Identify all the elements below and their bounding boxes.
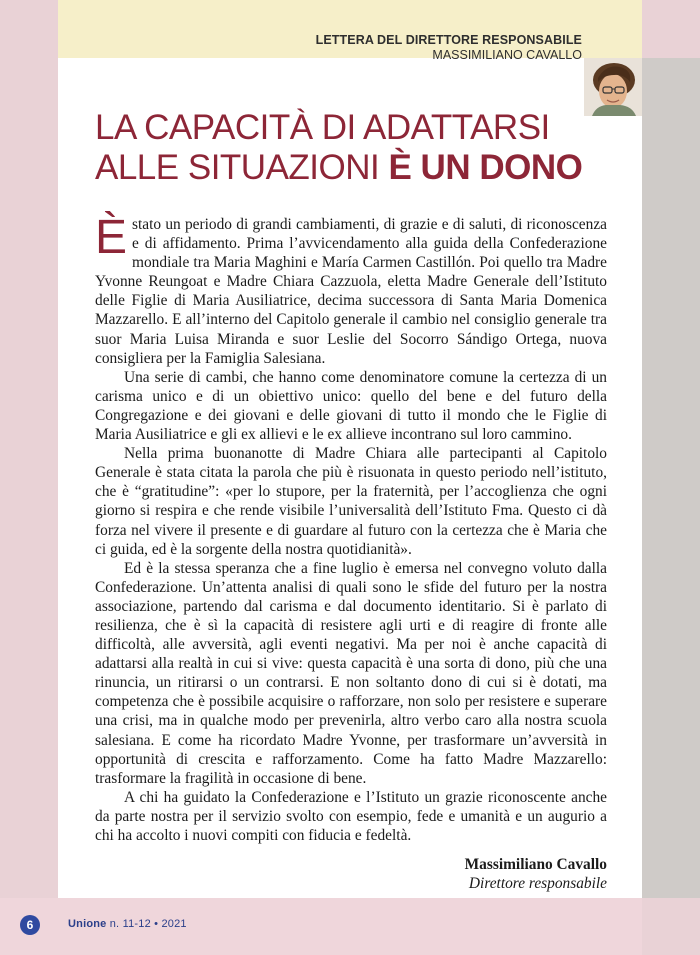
paragraph-4: Ed è la stessa speranza che a fine luglio è emersa nel convegno voluto dalla Confederazione. Un’attenta analisi di quali sono le sfide del futuro per la nostra associazione, partendo dal carisma e dal documento identitario. Si è parlato di resilienza, che è sì la capacità di resistere agli urti e di reagire di fronte alle difficoltà, alle avversità, agli eventi negativi. Ma per noi è anche capacità di adattarsi alla realtà in cui si vive: questa capacità è una sorta di dono, più che una rinuncia, un ritirarsi o un contrarsi. E non soltanto dono di cui si è dotati, ma competenza che è possibile acquisire o rafforzare, non solo per resistere e superare una crisi, ma in qualche modo per prevenirla, altro verbo caro alla nostra scuola salesiana. E come ha ricordato Madre Yvonne, per trasformare un’avversità in opportunità di crescita e rafforzamento. Come ha fatto Madre Mazzarello: trasformare la fragilità in occasione di bene. <box>95 559 607 787</box>
paragraph-3: Nella prima buonanotte di Madre Chiara alle partecipanti al Capitolo Generale è stata citata la parola che più è risuonata in questo periodo nell’istituto, che è “gratitudine”: «per lo stupore, per la fraternità, per l’accoglienza che ogni giorno si respira e che rende visibile l’universalità dell’Istituto Fma. Questo ci dà forza nel vivere il presente e di guardare al futuro con la certezza che è Maria che ci guida, ed è la sorgente della nostra quotidianità». <box>95 445 607 558</box>
paragraph-2: Una serie di cambi, che hanno come denominatore comune la certezza di un carisma unico e di un obiettivo unico: quello del bene e del futuro della Congregazione e dei giovani e delle giovani di tutto il mondo che le Figlie di Maria Ausiliatrice e gli ex allievi e le ex allieve incontrano sul loro cammino. <box>95 368 607 444</box>
magazine-name: Unione <box>68 918 107 930</box>
drop-cap: È <box>95 211 128 264</box>
signature-name: Massimiliano Cavallo <box>464 856 607 873</box>
page-number: 6 <box>20 915 40 935</box>
author-photo <box>584 58 642 116</box>
signature <box>465 855 607 893</box>
paragraph-5: A chi ha guidato la Confederazione e l’Istituto un grazie riconoscente anche da parte nostra per il servizio svolto con esempio, fede e umanità e un augurio a chi ha accolto i nuovi compiti con fiducia e fedeltà. <box>95 788 607 844</box>
issue-info: n. 11-12 • 2021 <box>106 918 187 930</box>
paragraph-1 <box>95 211 607 368</box>
section-header <box>316 33 582 63</box>
title-line-1: LA CAPACITÀ DI ADATTARSI <box>95 108 550 147</box>
author-portrait-icon <box>584 58 642 116</box>
title-line-2-regular: ALLE SITUAZIONI <box>95 148 389 187</box>
section-author: MASSIMILIANO CAVALLO <box>432 48 582 62</box>
publication-info <box>68 918 187 930</box>
article-body <box>95 211 607 845</box>
signature-role: Direttore responsabile <box>468 875 607 892</box>
section-label: LETTERA DEL DIRETTORE RESPONSABILE <box>315 33 582 47</box>
paragraph-1-text: stato un periodo di grandi cambiamenti, di grazie e di saluti, di riconoscenza e di affidamento. Prima l’avvicendamento alla guida della Confederazione mondiale tra Maria Maghini e María Carmen Castillón. Poi quello tra Madre Yvonne Reungoat e Madre Chiara Cazzuola, eletta Madre Generale dell’Istituto delle Figlie di Maria Ausiliatrice, decima successora di Santa Maria Domenica Mazzarello. E all’interno del Capitolo generale il cambio nel consiglio generale tra suor Maria Luisa Miranda e suor Leslie del Socorro Sándigo Ortega, nuova consigliera per la Famiglia Salesiana. <box>95 216 607 367</box>
right-margin-band <box>642 58 700 898</box>
article-title <box>95 108 582 188</box>
title-line-2-bold: È UN DONO <box>388 148 583 187</box>
